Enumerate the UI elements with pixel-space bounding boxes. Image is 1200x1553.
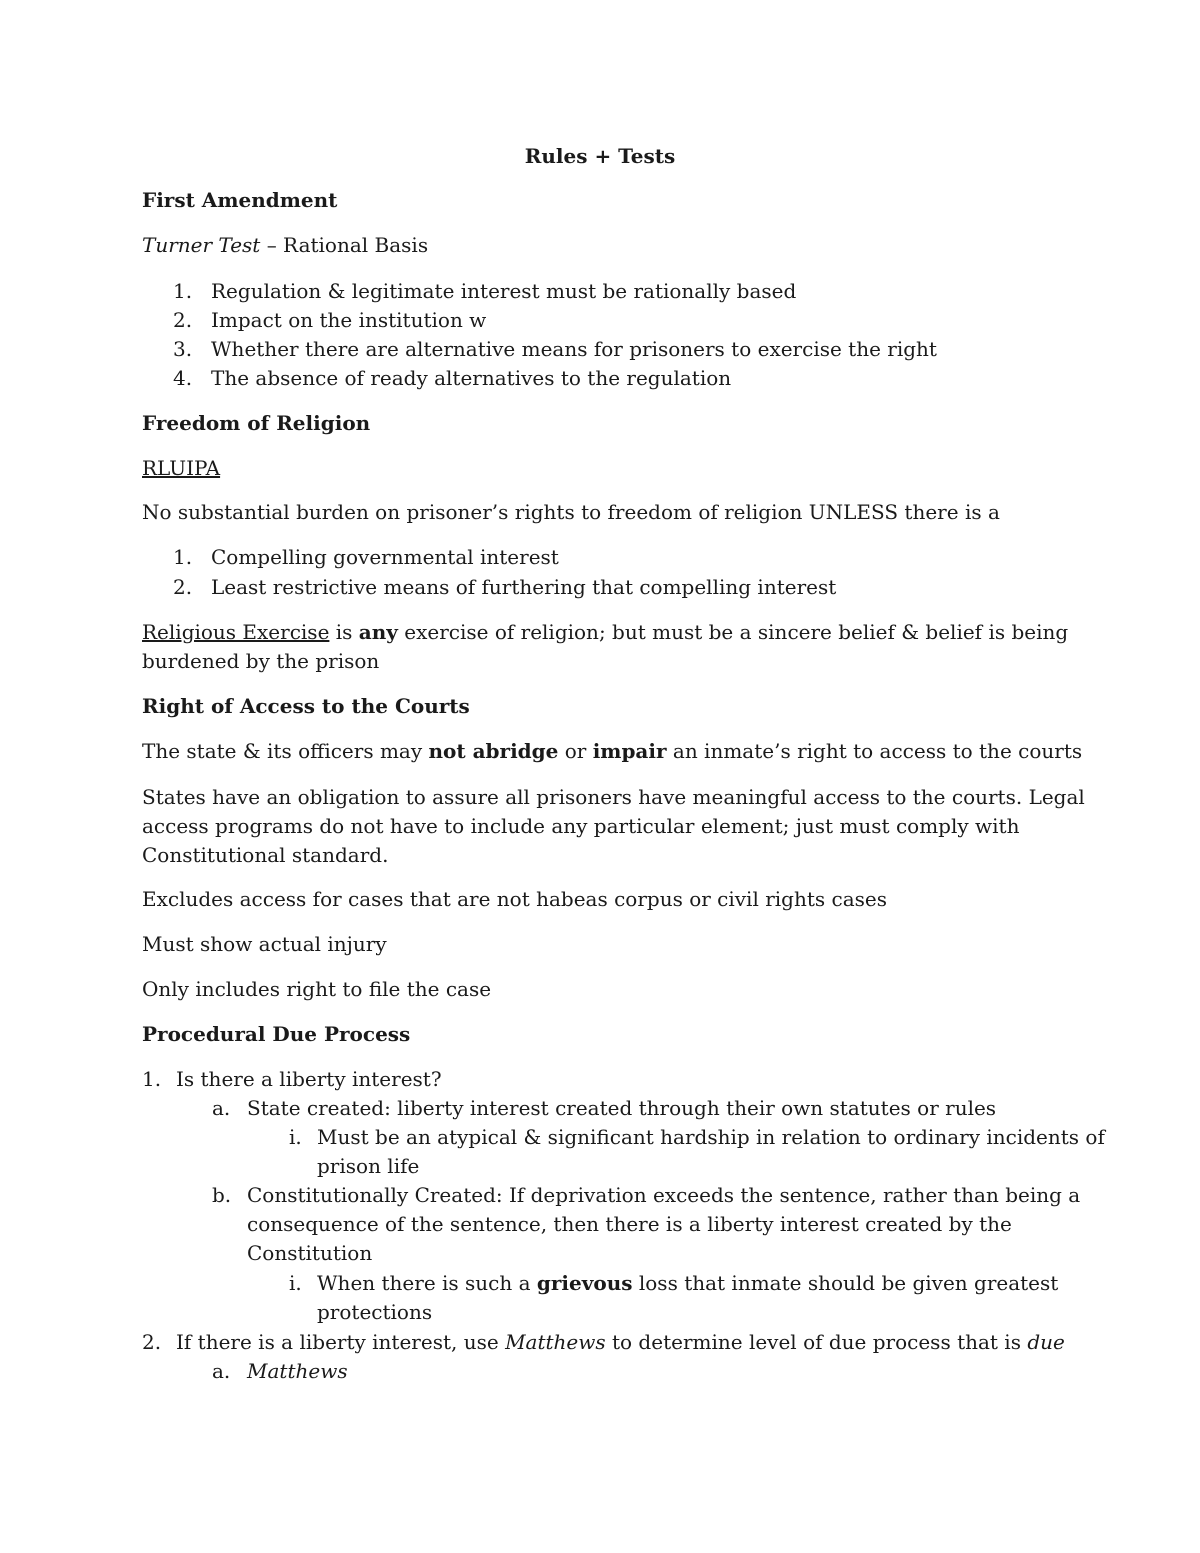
list-item: Compelling governmental interest [211,545,559,569]
turner-test-label: Turner Test [142,233,261,257]
section-heading-access-to-courts: Right of Access to the Courts [142,694,470,718]
text-span: exercise of religion; but must be a sincere belief & belief is being [397,620,1069,644]
religious-exercise-line-2: burdened by the prison [142,649,380,673]
page-title: Rules + Tests [524,144,676,168]
section-heading-freedom-of-religion: Freedom of Religion [142,411,371,435]
courts-paragraph-2-line-3: Constitutional standard. [142,843,389,867]
list-item-number: 2. [173,308,193,332]
courts-paragraph-3: Excludes access for cases that are not habeas corpus or civil rights cases [142,887,887,911]
list-item [317,1271,1058,1295]
text-span: loss that inmate should be given greatest [632,1271,1059,1295]
list-item-letter: b. [212,1183,232,1207]
rluipa-rule: No substantial burden on prisoner’s rights to freedom of religion UNLESS there is a [142,500,1000,524]
list-item: Constitutionally Created: If deprivation exceeds the sentence, rather than being a [247,1183,1081,1207]
list-item-number: 1. [173,279,193,303]
list-item-continuation: consequence of the sentence, then there is a liberty interest created by the [247,1212,1012,1236]
text-span: an inmate’s right to access to the courts [666,739,1083,763]
text-span: or [558,739,593,763]
text-span: is [329,620,359,644]
courts-paragraph-2-line-1: States have an obligation to assure all prisoners have meaningful access to the courts. Legal [142,785,1085,809]
turner-test-line [142,233,428,257]
text-span: to determine level of due process that is [605,1330,1028,1354]
list-item-continuation: protections [317,1300,433,1324]
list-item: Whether there are alternative means for prisoners to exercise the right [211,337,937,361]
list-item-number: 1. [173,545,193,569]
text-span: If there is a liberty interest, use [176,1330,506,1354]
list-item: Regulation & legitimate interest must be rationally based [211,279,797,303]
rluipa-label: RLUIPA [142,456,221,480]
list-item: Least restrictive means of furthering that compelling interest [211,575,837,599]
list-item-number: 3. [173,337,193,361]
list-item: Matthews [247,1359,348,1383]
section-heading-procedural-due-process: Procedural Due Process [142,1022,411,1046]
list-item: The absence of ready alternatives to the regulation [211,366,732,390]
courts-paragraph-1 [142,739,1082,763]
courts-paragraph-5: Only includes right to file the case [142,977,492,1001]
case-name-matthews: Matthews [505,1330,606,1354]
list-item-number: 1. [142,1067,162,1091]
list-item-number: 4. [173,366,193,390]
list-item: Is there a liberty interest? [176,1067,442,1091]
list-item-number: 2. [173,575,193,599]
emphasis-impair: impair [592,739,667,763]
courts-paragraph-4: Must show actual injury [142,932,387,956]
list-item-roman: i. [289,1271,302,1295]
list-item [176,1330,1065,1354]
list-item-number: 2. [142,1330,162,1354]
emphasis-grievous: grievous [536,1271,633,1295]
list-item-roman: i. [289,1125,302,1149]
religious-exercise-term: Religious Exercise [142,620,330,644]
emphasis-due: due [1027,1330,1065,1354]
list-item-letter: a. [212,1096,231,1120]
text-span: The state & its officers may [142,739,429,763]
list-item: Impact on the institution w [211,308,487,332]
list-item: State created: liberty interest created through their own statutes or rules [247,1096,997,1120]
turner-test-basis: – Rational Basis [260,233,429,257]
religious-exercise-line-1 [142,620,1068,644]
courts-paragraph-2-line-2: access programs do not have to include any particular element; just must comply with [142,814,1020,838]
emphasis-any: any [358,620,398,644]
list-item-letter: a. [212,1359,231,1383]
section-heading-first-amendment: First Amendment [142,188,338,212]
text-span: When there is such a [317,1271,537,1295]
emphasis-not-abridge: not abridge [428,739,559,763]
list-item: Must be an atypical & significant hardship in relation to ordinary incidents of [317,1125,1105,1149]
list-item-continuation: prison life [317,1154,420,1178]
list-item-continuation: Constitution [247,1241,373,1265]
